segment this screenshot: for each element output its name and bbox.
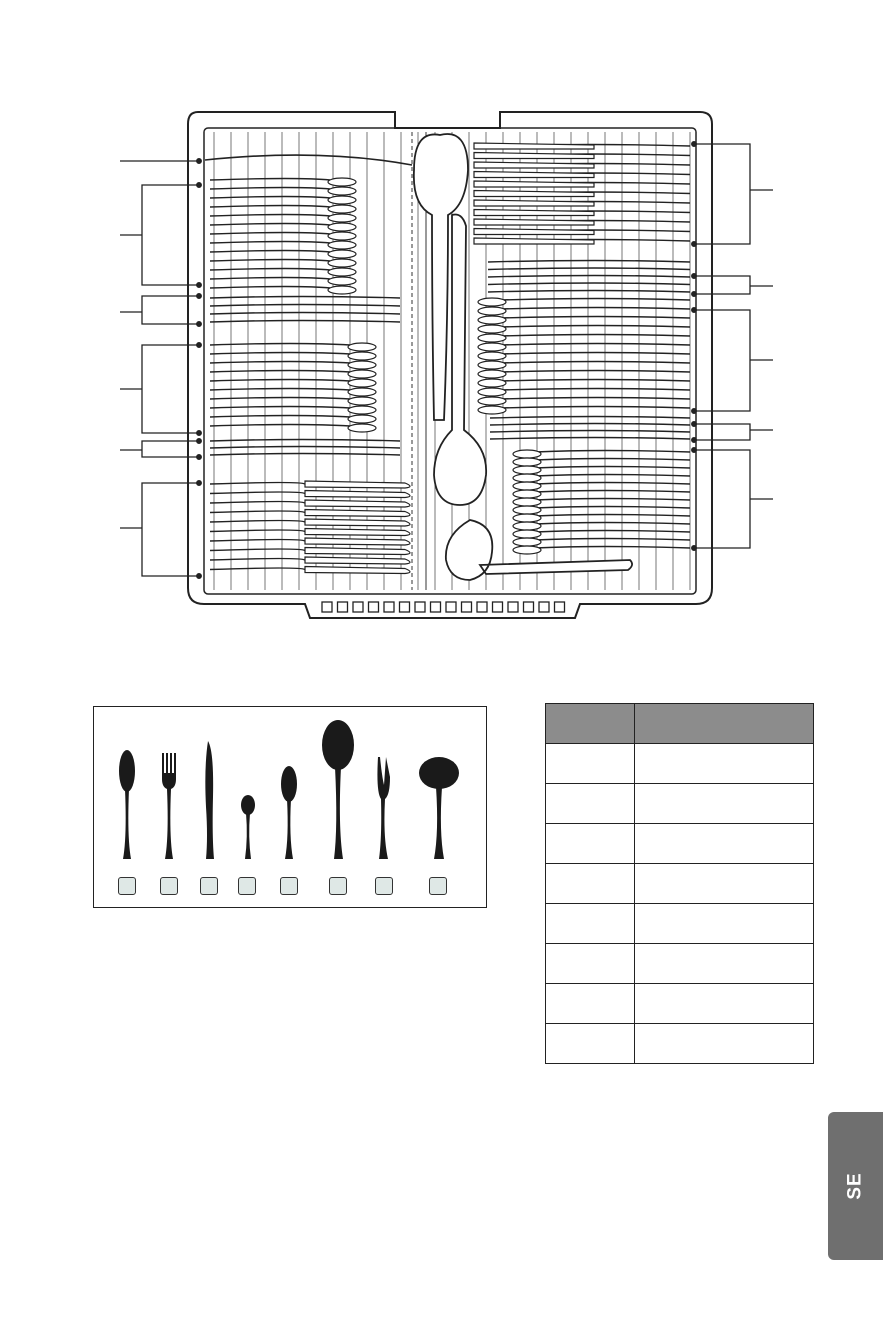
table-row <box>546 984 814 1024</box>
legend-label-8 <box>429 877 447 895</box>
table-cell <box>546 864 635 904</box>
knife-icon <box>205 741 214 859</box>
table-cell <box>635 824 814 864</box>
table-cell <box>546 984 635 1024</box>
table-spoon-icon <box>119 750 135 859</box>
table-cell <box>635 944 814 984</box>
legend-label-1 <box>118 877 136 895</box>
ladle-icon <box>419 757 459 859</box>
table-cell <box>635 1024 814 1064</box>
table-row <box>546 904 814 944</box>
count-table <box>545 703 814 1064</box>
table-header-cell <box>546 704 635 744</box>
table-cell <box>635 864 814 904</box>
table-cell <box>546 944 635 984</box>
dessert-spoon-icon <box>281 766 297 859</box>
table-cell <box>635 984 814 1024</box>
cutlery-basket-diagram <box>0 0 883 640</box>
table-cell <box>635 784 814 824</box>
legend-label-5 <box>280 877 298 895</box>
language-tab-label: SE <box>844 1172 866 1200</box>
table-cell <box>635 904 814 944</box>
slot-markers <box>322 602 565 612</box>
table-row <box>546 824 814 864</box>
serving-spoon-icon <box>322 720 354 859</box>
table-cell <box>546 784 635 824</box>
table-row <box>546 784 814 824</box>
serving-fork-icon <box>377 757 390 859</box>
teaspoon-icon <box>241 795 255 859</box>
legend-label-4 <box>238 877 256 895</box>
table-row <box>546 944 814 984</box>
table-cell <box>546 744 635 784</box>
table-cell <box>546 824 635 864</box>
legend-label-2 <box>160 877 178 895</box>
table-header-cell <box>635 704 814 744</box>
table-cell <box>635 744 814 784</box>
table-header-row <box>546 704 814 744</box>
table-row <box>546 864 814 904</box>
language-tab <box>828 1112 883 1260</box>
legend-label-3 <box>200 877 218 895</box>
utensil-legend <box>93 706 487 908</box>
table-row <box>546 744 814 784</box>
legend-label-6 <box>329 877 347 895</box>
table-cell <box>546 1024 635 1064</box>
table-cell <box>546 904 635 944</box>
legend-label-7 <box>375 877 393 895</box>
table-row <box>546 1024 814 1064</box>
fork-icon <box>162 753 176 859</box>
